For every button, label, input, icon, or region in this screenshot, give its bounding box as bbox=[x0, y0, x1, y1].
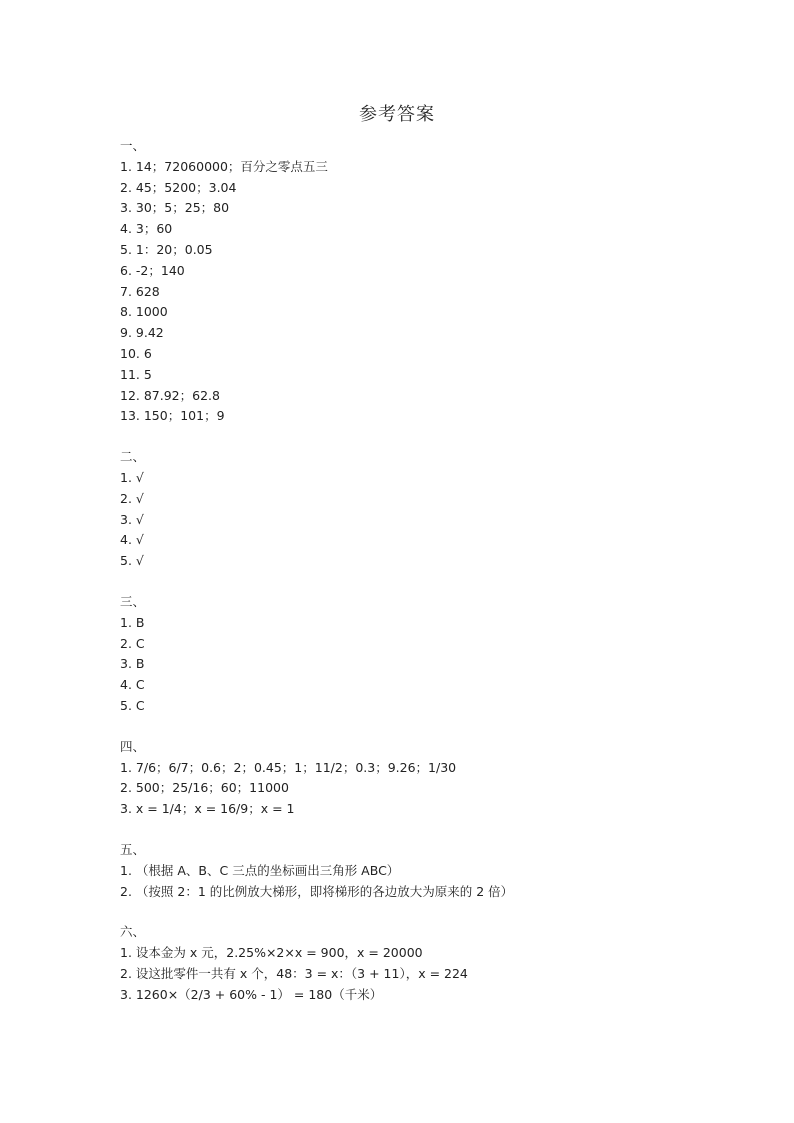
answer-item: 1. √ bbox=[120, 469, 144, 485]
answer-item: 8. 1000 bbox=[120, 304, 168, 320]
answer-item: 2. C bbox=[120, 635, 145, 651]
answer-content bbox=[120, 136, 740, 1025]
answer-item: 3. x = 1/4；x = 16/9；x = 1 bbox=[120, 801, 295, 817]
answer-item: 1. 14；72060000；百分之零点五三 bbox=[120, 158, 328, 174]
answer-item: 2. √ bbox=[120, 490, 144, 506]
answer-item: 6. -2；140 bbox=[120, 262, 185, 278]
answer-item: 5. 1：20；0.05 bbox=[120, 241, 213, 257]
answer-item: 1. 7/6；6/7；0.6；2；0.45；1；11/2；0.3；9.26；1/30 bbox=[120, 759, 457, 775]
answer-item: 13. 150；101；9 bbox=[120, 408, 225, 424]
answer-item: 3. 1260×（2/3 + 60% - 1） = 180（千米） bbox=[120, 986, 383, 1002]
section-heading: 四、 bbox=[120, 738, 146, 754]
section-2 bbox=[120, 447, 740, 572]
answer-item: 7. 628 bbox=[120, 283, 160, 299]
answer-item: 5. C bbox=[120, 697, 145, 713]
answer-item: 1. （根据 A、B、C 三点的坐标画出三角形 ABC） bbox=[120, 862, 400, 878]
answer-item: 2. 500；25/16；60；11000 bbox=[120, 780, 289, 796]
section-heading: 三、 bbox=[120, 593, 146, 609]
page-title: 参考答案 bbox=[359, 104, 435, 125]
answer-item: 3. 30；5；25；80 bbox=[120, 200, 230, 216]
answer-item: 4. 3；60 bbox=[120, 221, 173, 237]
answer-item: 1. 设本金为 x 元，2.25%×2×x = 900，x = 20000 bbox=[120, 945, 423, 961]
answer-item: 4. √ bbox=[120, 532, 144, 548]
answer-item: 12. 87.92；62.8 bbox=[120, 387, 220, 403]
answer-item: 9. 9.42 bbox=[120, 325, 164, 341]
section-4 bbox=[120, 737, 740, 820]
answer-item: 3. √ bbox=[120, 511, 144, 527]
answer-item: 10. 6 bbox=[120, 345, 152, 361]
section-6 bbox=[120, 922, 740, 1005]
answer-item: 2. 45；5200；3.04 bbox=[120, 179, 237, 195]
answer-item: 5. √ bbox=[120, 553, 144, 569]
section-heading: 一、 bbox=[120, 138, 146, 153]
answer-item: 2. （按照 2：1 的比例放大梯形，即将梯形的各边放大为原来的 2 倍） bbox=[120, 883, 514, 899]
section-heading: 六、 bbox=[120, 924, 146, 940]
answer-item: 11. 5 bbox=[120, 366, 152, 382]
section-1 bbox=[120, 136, 740, 427]
section-heading: 二、 bbox=[120, 449, 146, 465]
answer-item: 4. C bbox=[120, 677, 145, 693]
answer-item: 2. 设这批零件一共有 x 个，48：3 = x：（3 + 11），x = 224 bbox=[120, 965, 468, 981]
answer-item: 1. B bbox=[120, 614, 145, 630]
answer-item: 3. B bbox=[120, 656, 145, 672]
section-5 bbox=[120, 840, 740, 902]
section-3 bbox=[120, 592, 740, 717]
section-heading: 五、 bbox=[120, 841, 146, 857]
